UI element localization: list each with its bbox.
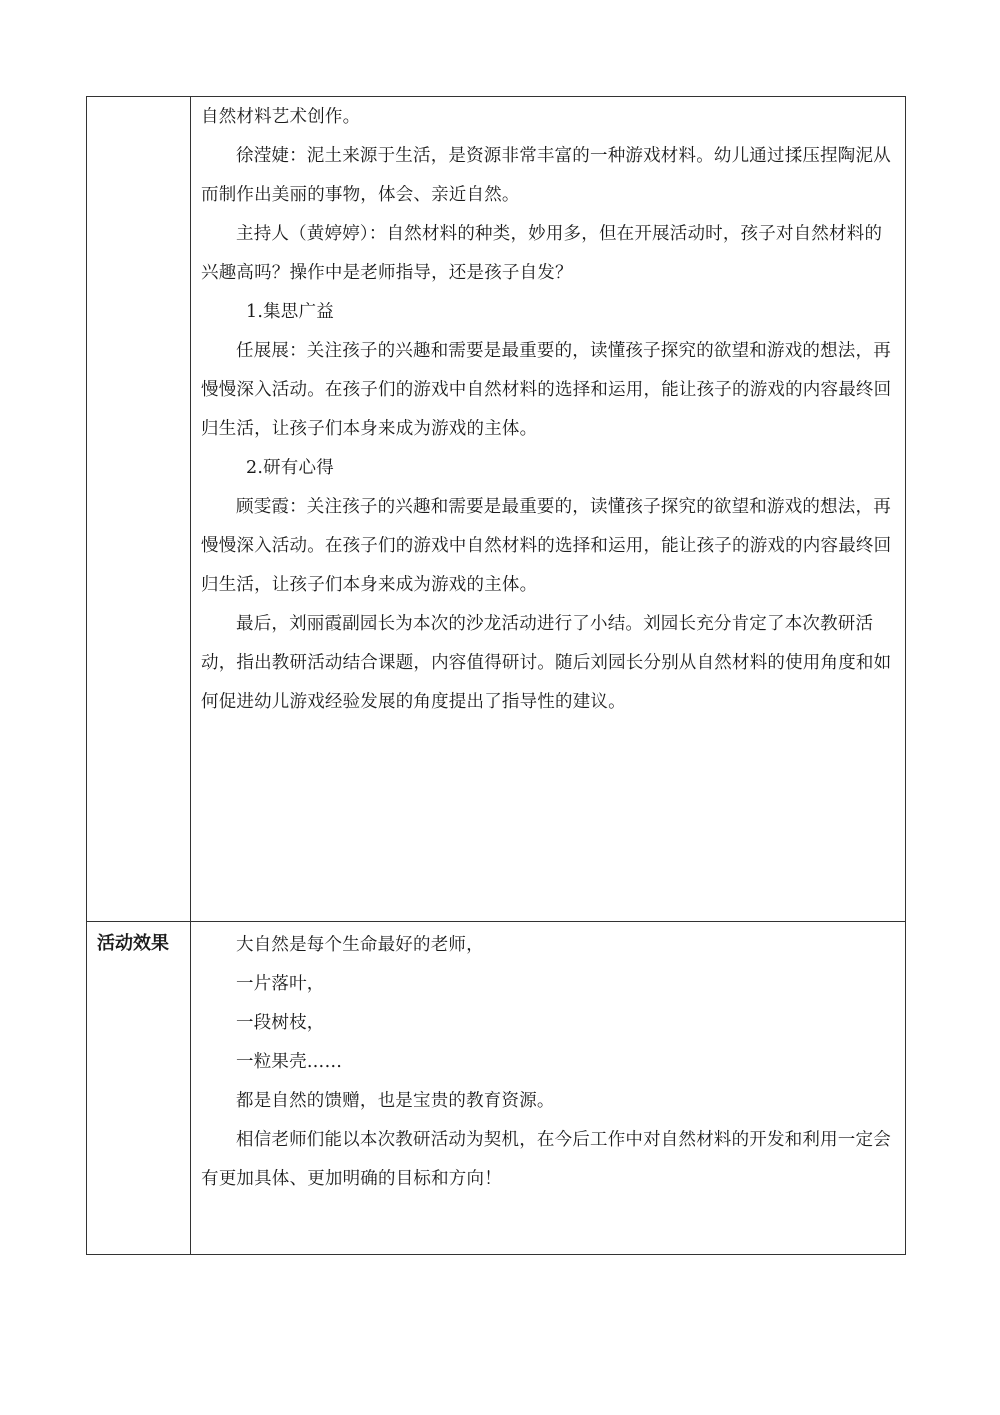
activity-process-content: [201, 98, 897, 722]
effect-line: 都是自然的馈赠，也是宝贵的教育资源。: [236, 1091, 555, 1111]
activity-record-table: [86, 96, 906, 1255]
paragraph-gu: 顾雯霞：关注孩子的兴趣和需要是最重要的，读懂孩子探究的欲望和游戏的想法，再慢慢深入活动。在孩子们的游戏中自然材料的选择和运用，能让孩子的游戏的内容最终回归生活，让孩子们本身来成为游戏的主体。: [201, 497, 892, 595]
paragraph-summary: 最后，刘丽霞副园长为本次的沙龙活动进行了小结。刘园长充分肯定了本次教研活动，指出教研活动结合课题，内容值得研讨。随后刘园长分别从自然材料的使用角度和如何促进幼儿游戏经验发展的角度提出了指导性的建议。: [201, 614, 892, 712]
paragraph-continuation: 自然材料艺术创作。: [201, 107, 361, 127]
section-heading-2: 2.研有心得: [246, 458, 334, 478]
paragraph-xu: 徐滢婕：泥土来源于生活，是资源非常丰富的一种游戏材料。幼儿通过揉压捏陶泥从而制作出美丽的事物，体会、亲近自然。: [201, 146, 891, 205]
section-heading-1: 1.集思广益: [246, 302, 334, 322]
paragraph-ren: 任展展：关注孩子的兴趣和需要是最重要的，读懂孩子探究的欲望和游戏的想法，再慢慢深入活动。在孩子们的游戏中自然材料的选择和运用，能让孩子的游戏的内容最终回归生活，让孩子们本身来成为游戏的主体。: [201, 341, 892, 439]
column-divider: [190, 97, 191, 1254]
row-divider: [87, 921, 905, 922]
effect-line: 一段树枝，: [236, 1013, 325, 1033]
effect-closing-paragraph: 相信老师们能以本次教研活动为契机，在今后工作中对自然材料的开发和利用一定会有更加具体、更加明确的目标和方向！: [201, 1130, 891, 1189]
effect-line: 大自然是每个生命最好的老师，: [236, 935, 484, 955]
activity-effect-label: 活动效果: [97, 933, 169, 954]
effect-line: 一粒果壳……: [236, 1052, 343, 1072]
effect-line: 一片落叶，: [236, 974, 325, 994]
paragraph-host-question: 主持人（黄婷婷）：自然材料的种类，妙用多，但在开展活动时，孩子对自然材料的兴趣高吗？操作中是老师指导，还是孩子自发？: [201, 224, 883, 283]
activity-effect-content: [201, 926, 897, 1199]
